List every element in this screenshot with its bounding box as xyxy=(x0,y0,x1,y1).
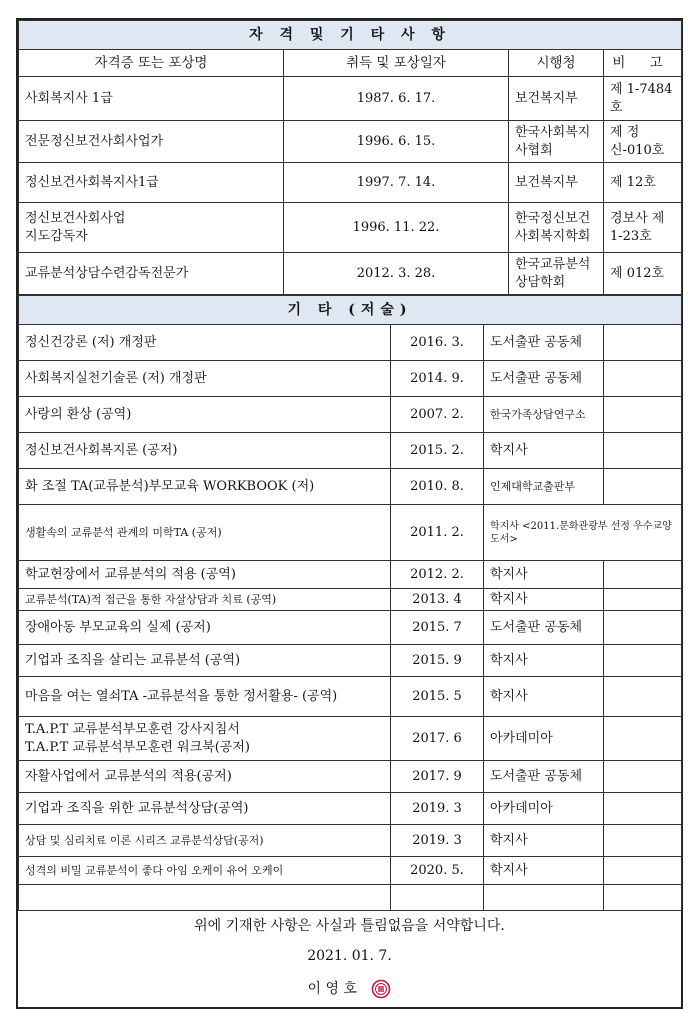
publication-date: 2011. 2. xyxy=(391,505,484,561)
publication-extra xyxy=(604,645,682,677)
publication-extra xyxy=(604,589,682,611)
publication-title: 장애아동 부모교육의 실제 (공저) xyxy=(19,611,391,645)
publication-extra xyxy=(604,561,682,589)
table-row xyxy=(19,203,682,253)
publications-table xyxy=(18,295,682,911)
qualification-date: 1996. 11. 22. xyxy=(284,203,509,253)
publication-date: 2014. 9. xyxy=(391,361,484,397)
publication-title: 기업과 조직을 살리는 교류분석 (공역) xyxy=(19,645,391,677)
publication-date: 2017. 9 xyxy=(391,761,484,793)
publication-date: 2007. 2. xyxy=(391,397,484,433)
publication-date: 2016. 3. xyxy=(391,325,484,361)
qualification-agency: 한국정신보건사회복지학회 xyxy=(509,203,604,253)
publication-title: 생활속의 교류분석 관계의 미학TA (공저) xyxy=(19,505,391,561)
publication-publisher: 학지사 xyxy=(484,645,604,677)
table-row xyxy=(19,761,682,793)
qualification-name: 교류분석상담수련감독전문가 xyxy=(19,253,284,295)
qualifications-table xyxy=(18,20,682,295)
publication-publisher: 아카데미아 xyxy=(484,793,604,825)
qualification-note: 제 1-7484호 xyxy=(604,77,682,121)
table-row xyxy=(19,589,682,611)
signer-name: 이 영 호 xyxy=(307,981,358,997)
qualification-date: 1997. 7. 14. xyxy=(284,163,509,203)
col-header-agency: 시행청 xyxy=(509,50,604,77)
publication-date: 2017. 6 xyxy=(391,717,484,761)
table-row xyxy=(19,857,682,885)
publication-extra xyxy=(604,793,682,825)
publication-publisher: 도서출판 공동체 xyxy=(484,611,604,645)
table-row xyxy=(19,397,682,433)
qualification-name: 정신보건사회사업 지도감독자 xyxy=(19,203,284,253)
publication-extra xyxy=(604,361,682,397)
table-row xyxy=(19,469,682,505)
publication-publisher: 학지사 xyxy=(484,857,604,885)
publication-title: 성격의 비밀 교류분석이 좋다 아임 오케이 유어 오케이 xyxy=(19,857,391,885)
signature-block xyxy=(18,911,681,1007)
publication-extra xyxy=(604,433,682,469)
table-row xyxy=(19,561,682,589)
table-row xyxy=(19,433,682,469)
publication-date: 2020. 5. xyxy=(391,857,484,885)
publication-extra xyxy=(604,611,682,645)
blank-cell xyxy=(19,885,391,911)
qualification-name: 전문정신보건사회사업가 xyxy=(19,121,284,163)
publication-title: 정신보건사회복지론 (공저) xyxy=(19,433,391,469)
col-header-date: 취득 및 포상일자 xyxy=(284,50,509,77)
qualification-agency: 한국사회복지사협회 xyxy=(509,121,604,163)
publication-date: 2010. 8. xyxy=(391,469,484,505)
table-row xyxy=(19,885,682,911)
publication-publisher: 인제대학교출판부 xyxy=(484,469,604,505)
table-row xyxy=(19,677,682,717)
col-header-name: 자격증 또는 포상명 xyxy=(19,50,284,77)
qualification-name: 정신보건사회복지사1급 xyxy=(19,163,284,203)
qualification-date: 1987. 6. 17. xyxy=(284,77,509,121)
section-title-qualifications: 자 격 및 기 타 사 항 xyxy=(19,21,682,50)
publication-extra xyxy=(604,717,682,761)
publication-publisher: 도서출판 공동체 xyxy=(484,325,604,361)
publication-publisher: 아카데미아 xyxy=(484,717,604,761)
publication-title: 화 조절 TA(교류분석)부모교육 WORKBOOK (저) xyxy=(19,469,391,505)
table-row xyxy=(19,253,682,295)
table-row xyxy=(19,361,682,397)
qualification-agency: 보건복지부 xyxy=(509,77,604,121)
table-row xyxy=(19,121,682,163)
col-header-note: 비 고 xyxy=(604,50,682,77)
publication-date: 2013. 4 xyxy=(391,589,484,611)
publication-title: 교류분석(TA)적 접근을 통한 자살상담과 치료 (공역) xyxy=(19,589,391,611)
publication-extra xyxy=(604,825,682,857)
oath-statement: 위에 기재한 사항은 사실과 틀림없음을 서약합니다. xyxy=(194,918,505,934)
publication-publisher: 학지사 xyxy=(484,677,604,717)
publication-title: 사랑의 환상 (공역) xyxy=(19,397,391,433)
publication-title: 마음을 여는 열쇠TA -교류분석을 통한 정서활용- (공역) xyxy=(19,677,391,717)
table-row xyxy=(19,717,682,761)
qualification-form xyxy=(16,18,683,1009)
publication-publisher: 학지사 xyxy=(484,561,604,589)
publication-publisher: 학지사 xyxy=(484,589,604,611)
publication-extra xyxy=(604,677,682,717)
publication-date: 2019. 3 xyxy=(391,825,484,857)
table-row xyxy=(19,163,682,203)
qualification-note: 경보사 제1-23호 xyxy=(604,203,682,253)
publication-publisher: 학지사 <2011.문화관광부 선정 우수교양도서> xyxy=(484,505,682,561)
blank-cell xyxy=(391,885,484,911)
qualification-date: 1996. 6. 15. xyxy=(284,121,509,163)
publication-title: 정신건강론 (저) 개정판 xyxy=(19,325,391,361)
table-row xyxy=(19,505,682,561)
publication-extra xyxy=(604,469,682,505)
qualification-note: 제 정신-010호 xyxy=(604,121,682,163)
publication-extra xyxy=(604,325,682,361)
table-row xyxy=(19,645,682,677)
qualification-note: 제 012호 xyxy=(604,253,682,295)
publication-title: 상담 및 심리치료 이론 시리즈 교류분석상담(공저) xyxy=(19,825,391,857)
qualification-date: 2012. 3. 28. xyxy=(284,253,509,295)
qualification-name: 사회복지사 1급 xyxy=(19,77,284,121)
publication-extra xyxy=(604,857,682,885)
table-row xyxy=(19,325,682,361)
publication-publisher: 도서출판 공동체 xyxy=(484,761,604,793)
publication-publisher: 학지사 xyxy=(484,825,604,857)
publication-publisher: 한국가족상담연구소 xyxy=(484,397,604,433)
table-row xyxy=(19,77,682,121)
table-row xyxy=(19,793,682,825)
qualification-note: 제 12호 xyxy=(604,163,682,203)
publication-title: 자활사업에서 교류분석의 적용(공저) xyxy=(19,761,391,793)
qualification-agency: 보건복지부 xyxy=(509,163,604,203)
publication-title: 사회복지실천기술론 (저) 개정판 xyxy=(19,361,391,397)
publication-date: 2015. 2. xyxy=(391,433,484,469)
publication-date: 2015. 9 xyxy=(391,645,484,677)
publication-extra xyxy=(604,761,682,793)
publication-extra xyxy=(604,397,682,433)
publication-publisher: 도서출판 공동체 xyxy=(484,361,604,397)
publication-date: 2015. 5 xyxy=(391,677,484,717)
signature-date: 2021. 01. 7. xyxy=(307,948,392,964)
publication-date: 2019. 3 xyxy=(391,793,484,825)
section-title-publications: 기 타 (저술) xyxy=(19,296,682,325)
publication-publisher: 학지사 xyxy=(484,433,604,469)
publication-title: 학교현장에서 교류분석의 적용 (공역) xyxy=(19,561,391,589)
blank-cell xyxy=(604,885,682,911)
blank-cell xyxy=(484,885,604,911)
qualification-agency: 한국교류분석상담학회 xyxy=(509,253,604,295)
table-row xyxy=(19,825,682,857)
publication-title: 기업과 조직을 위한 교류분석상담(공역) xyxy=(19,793,391,825)
publication-date: 2012. 2. xyxy=(391,561,484,589)
table-row xyxy=(19,611,682,645)
publication-date: 2015. 7 xyxy=(391,611,484,645)
seal-stamp-icon xyxy=(371,979,391,999)
publication-title: T.A.P.T 교류분석부모훈련 강사지침서 T.A.P.T 교류분석부모훈련 워크북(공저) xyxy=(19,717,391,761)
